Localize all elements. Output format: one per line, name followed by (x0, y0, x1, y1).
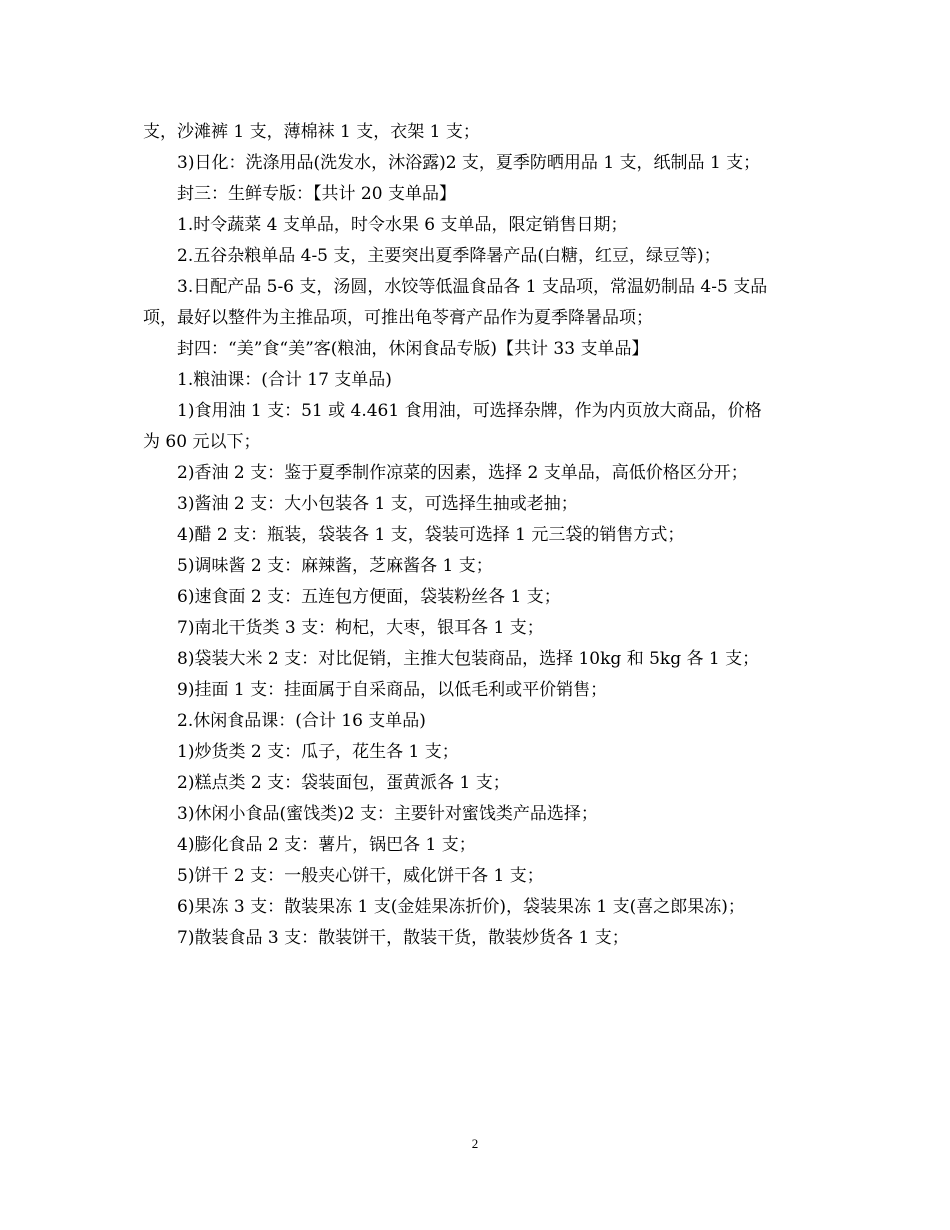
text-line: 2.休闲食品课：(合计 16 支单品) (177, 711, 426, 731)
text-line: 1)食用油 1 支：51 或 4.461 食用油，可选择杂牌，作为内页放大商品，价格 (177, 401, 762, 421)
body-text (143, 117, 815, 954)
text-line: 9)挂面 1 支：挂面属于自采商品，以低毛利或平价销售； (177, 680, 608, 700)
text-line: 项，最好以整件为主推品项，可推出龟苓膏产品作为夏季降暑品项； (143, 308, 653, 328)
text-line: 3)休闲小食品(蜜饯类)2 支：主要针对蜜饯类产品选择； (177, 804, 598, 824)
text-line: 2)香油 2 支：鉴于夏季制作凉菜的因素，选择 2 支单品，高低价格区分开； (177, 463, 748, 483)
text-line: 8)袋装大米 2 支：对比促销，主推大包装商品，选择 10kg 和 5kg 各 1 支； (177, 649, 760, 669)
page-number: 2 (471, 1136, 479, 1151)
text-line: 4)膨化食品 2 支：薯片，锅巴各 1 支； (177, 835, 476, 855)
text-line: 7)散装食品 3 支：散装饼干，散装干货，散装炒货各 1 支； (177, 928, 629, 948)
text-line: 1.时令蔬菜 4 支单品，时令水果 6 支单品，限定销售日期； (177, 215, 628, 235)
text-line: 5)调味酱 2 支：麻辣酱，芝麻酱各 1 支； (177, 556, 493, 576)
text-line: 7)南北干货类 3 支：枸杞，大枣，银耳各 1 支； (177, 618, 544, 638)
text-line: 4)醋 2 支：瓶装，袋装各 1 支，袋装可选择 1 元三袋的销售方式； (177, 525, 685, 545)
text-line: 1)炒货类 2 支：瓜子，花生各 1 支； (177, 742, 459, 762)
text-line: 2)糕点类 2 支：袋装面包，蛋黄派各 1 支； (177, 773, 510, 793)
text-line: 6)果冻 3 支：散装果冻 1 支(金娃果冻折价)，袋装果冻 1 支(喜之郎果冻)； (177, 897, 745, 917)
text-line: 封四：“美”食“美”客(粮油，休闲食品专版)【共计 33 支单品】 (177, 339, 649, 359)
text-line: 封三：生鲜专版：【共计 20 支单品】 (177, 184, 456, 204)
text-line: 2.五谷杂粮单品 4-5 支，主要突出夏季降暑产品(白糖，红豆，绿豆等)； (177, 246, 721, 266)
text-line: 为 60 元以下； (143, 432, 261, 452)
text-line: 支，沙滩裤 1 支，薄棉袜 1 支，衣架 1 支； (143, 122, 480, 142)
text-line: 3)酱油 2 支：大小包装各 1 支，可选择生抽或老抽； (177, 494, 578, 514)
text-line: 3.日配产品 5-6 支，汤圆，水饺等低温食品各 1 支品项，常温奶制品 4-5 支品 (177, 277, 768, 297)
text-line: 1.粮油课：(合计 17 支单品) (177, 370, 392, 390)
text-line: 3)日化：洗涤用品(洗发水，沐浴露)2 支，夏季防晒用品 1 支，纸制品 1 支； (177, 153, 761, 173)
text-line: 5)饼干 2 支：一般夹心饼干，威化饼干各 1 支； (177, 866, 544, 886)
text-line: 6)速食面 2 支：五连包方便面，袋装粉丝各 1 支； (177, 587, 561, 607)
